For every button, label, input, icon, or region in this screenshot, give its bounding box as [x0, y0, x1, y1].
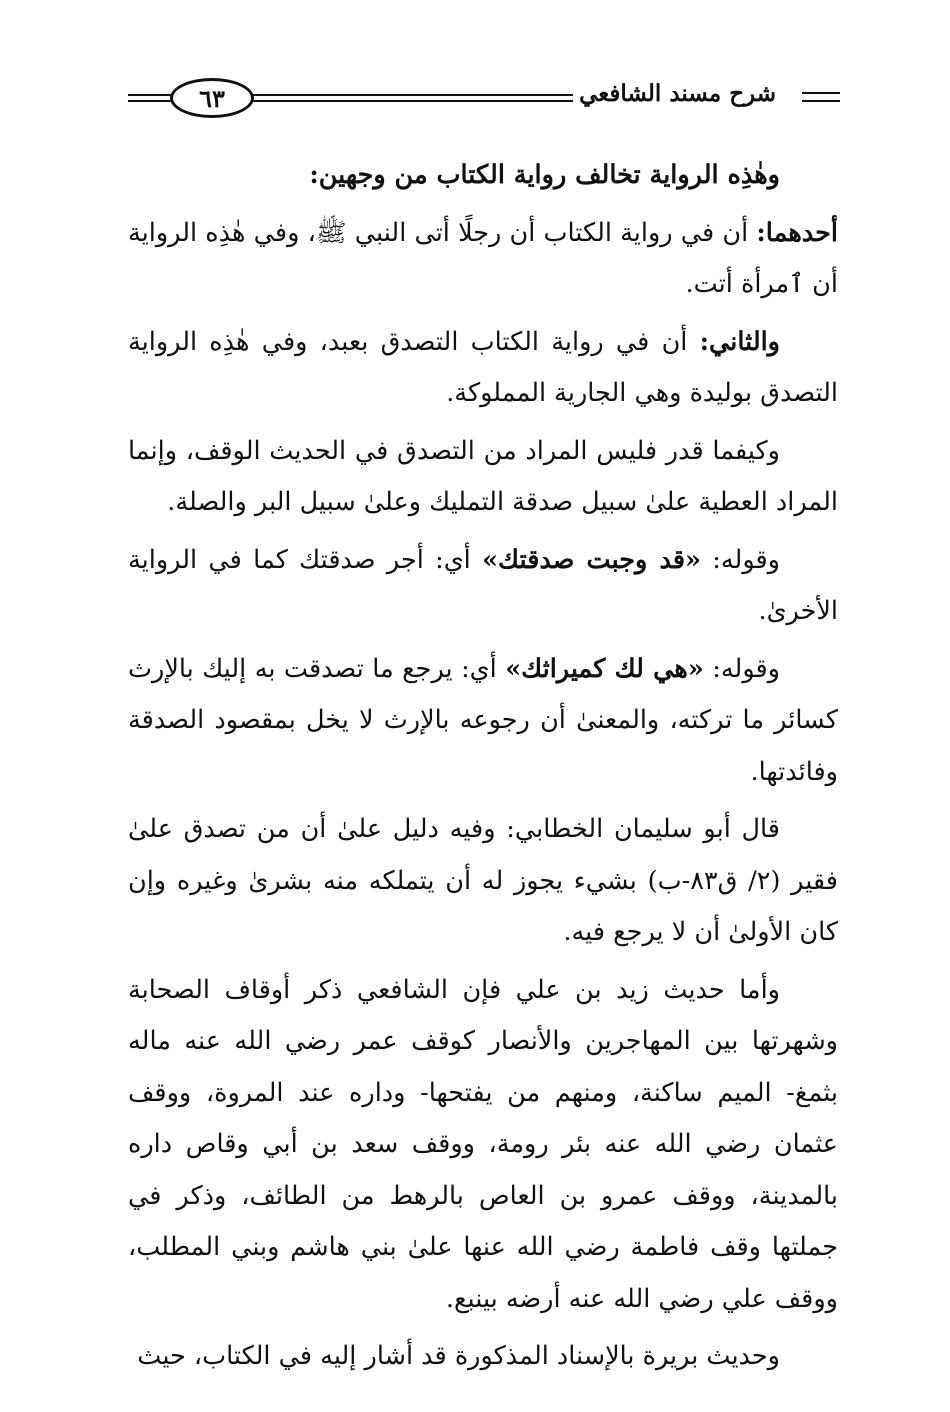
header-dash-bottom [802, 100, 840, 102]
paragraph-intro [128, 150, 838, 202]
paragraph-quote-2 [128, 644, 838, 799]
paragraph-lead: والثاني: [699, 326, 780, 357]
page-number: ٦٣ [199, 83, 225, 113]
hadith-quote: «قد وجبت صدقتك» [482, 544, 701, 575]
paragraph-text: وحديث بريرة بالإسناد المذكورة قد أشار إليه في الكتاب، حيث [137, 1341, 780, 1371]
paragraph-lead: أحدهما: [756, 217, 838, 248]
header-dash-top [802, 92, 840, 94]
paragraph-pre: وقوله: [703, 653, 781, 684]
paragraph-khattabi [128, 804, 838, 959]
page-number-badge [170, 78, 254, 118]
paragraph-meaning [128, 426, 838, 529]
paragraph-text: أن في رواية الكتاب التصدق بعبد، وفي هٰذِه الرواية التصدق بوليدة وهي الجارية المملوكة. [128, 326, 838, 408]
paragraph-awqaf [128, 965, 838, 1326]
paragraph-text: وأما حديث زيد بن علي فإن الشافعي ذكر أوقاف الصحابة وشهرتها بين المهاجرين والأنصار كوقف عمر رضي الله عنه ماله بثمغ- الميم ساكنة، ومنهم من يفتحها- وداره عند المروة، ووقف عثمان رضي الله عنه بئر رومة، ووقف سعد بن أبي وقاص داره بالمدينة، ووقف عمرو بن العاص بالرهط من الطائف، وذكر في جملتها وقف فاطمة رضي الله عنها علىٰ بني هاشم وبني المطلب، ووقف علي رضي الله عنه أرضه بينبع. [128, 974, 838, 1314]
paragraph-lead: وهٰذِه الرواية تخالف رواية الكتاب من وجهين: [309, 160, 780, 190]
paragraph-text: وكيفما قدر فليس المراد من التصدق في الحديث الوقف، وإنما المراد العطية علىٰ سبيل صدقة التمليك وعلىٰ سبيل البر والصلة. [128, 435, 838, 517]
paragraph-post: أي: أجر صدقتك كما في الرواية الأخرىٰ. [128, 544, 838, 626]
paragraph-first [128, 208, 838, 311]
paragraph-text: أن في رواية الكتاب أن رجلًا أتى النبي ﷺ، وفي هٰذِه الرواية أن ٱمرأة أتت. [128, 217, 838, 299]
paragraph-second [128, 317, 838, 420]
paragraph-quote-1 [128, 535, 838, 638]
page-header [128, 74, 840, 124]
body-text [128, 150, 838, 1389]
paragraph-post: أي: يرجع ما تصدقت به إليك بالإرث كسائر ما تركته، والمعنىٰ أن رجوعه بالإرث لا يخل بمقصود الصدقة وفائدتها. [128, 653, 838, 787]
paragraph-text: قال أبو سليمان الخطابي: وفيه دليل علىٰ أن من تصدق علىٰ فقير (٢/ ق٨٣-ب) بشيء يجوز له أن يتملكه منه بشرىٰ وغيره وإن كان الأولىٰ أن لا يرجع فيه. [128, 814, 838, 947]
paragraph-pre: وقوله: [700, 544, 780, 575]
paragraph-barira [128, 1331, 838, 1383]
running-title: شرح مسند الشافعي [573, 80, 782, 107]
hadith-quote: «هي لك كميراثك» [505, 653, 704, 684]
